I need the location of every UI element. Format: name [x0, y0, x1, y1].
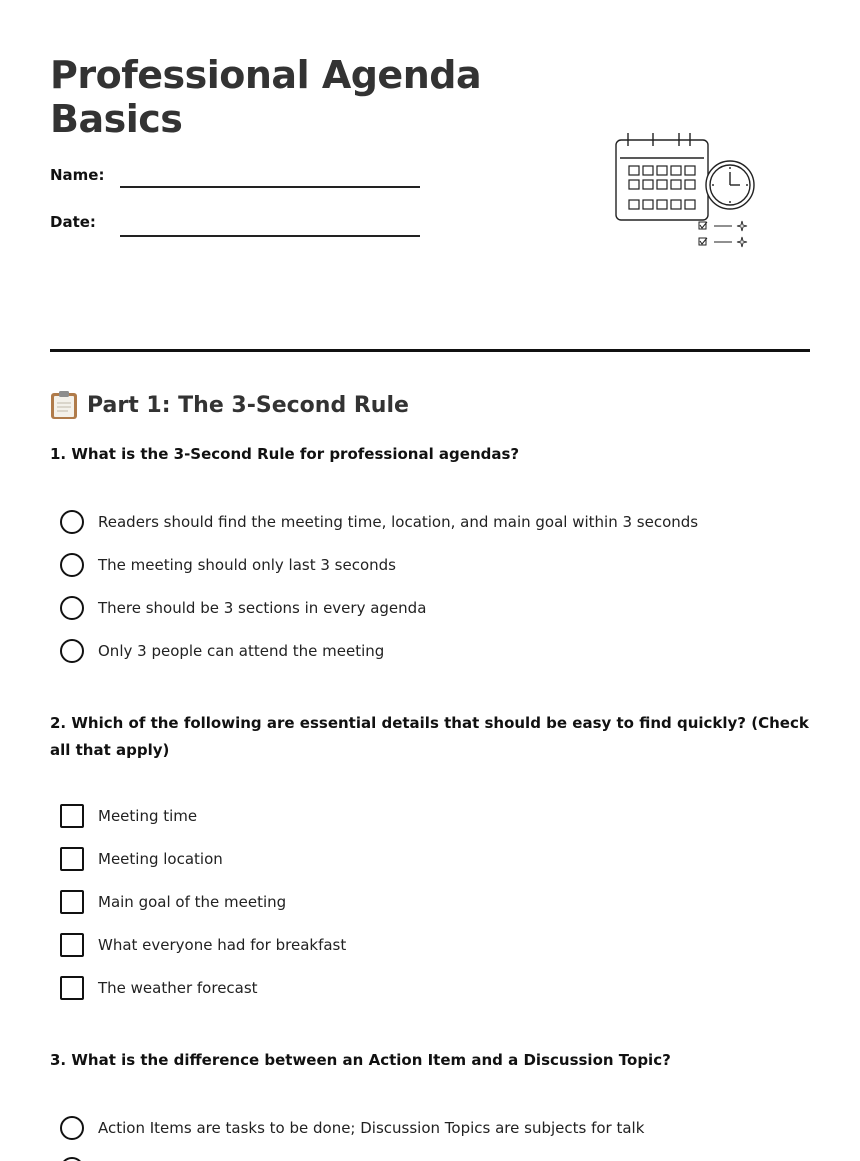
- question-1-text: 1. What is the 3-Second Rule for professional agendas?: [50, 445, 520, 463]
- option-label: Meeting location: [98, 850, 223, 868]
- checkbox[interactable]: [60, 890, 84, 914]
- radio-button[interactable]: [60, 596, 84, 620]
- clipboard-icon: [50, 390, 78, 420]
- date-label: Date:: [50, 213, 96, 231]
- q2-option-3[interactable]: [60, 889, 286, 915]
- option-label: The meeting should only last 3 seconds: [98, 556, 396, 574]
- section-divider: [50, 349, 810, 352]
- option-label: Meeting time: [98, 807, 198, 825]
- worksheet-title: Professional Agenda Basics: [50, 53, 482, 141]
- option-label: There should be 3 sections in every agenda: [98, 599, 427, 617]
- q1-option-4[interactable]: [60, 638, 384, 664]
- q3-option-1[interactable]: [60, 1115, 644, 1141]
- date-blank-line[interactable]: [120, 217, 420, 237]
- name-blank-line[interactable]: [120, 168, 420, 188]
- option-label: Readers should find the meeting time, location, and main goal within 3 seconds: [98, 513, 699, 531]
- checkbox[interactable]: [60, 847, 84, 871]
- option-label: What everyone had for breakfast: [98, 936, 347, 954]
- radio-button[interactable]: [60, 553, 84, 577]
- q1-option-1[interactable]: [60, 509, 698, 535]
- checkbox[interactable]: [60, 933, 84, 957]
- section-1-header: [50, 388, 409, 422]
- question-3-text: 3. What is the difference between an Action Item and a Discussion Topic?: [50, 1051, 671, 1069]
- q1-option-2[interactable]: [60, 552, 396, 578]
- q2-option-5[interactable]: [60, 975, 258, 1001]
- radio-button[interactable]: [60, 1157, 84, 1161]
- q2-option-2[interactable]: [60, 846, 223, 872]
- option-label: The weather forecast: [98, 979, 258, 997]
- radio-button[interactable]: [60, 1116, 84, 1140]
- option-label: Action Items are tasks to be done; Discussion Topics are subjects for talk: [98, 1119, 645, 1137]
- option-label: Main goal of the meeting: [98, 893, 287, 911]
- section-1-title: Part 1: The 3-Second Rule: [87, 392, 409, 418]
- name-label: Name:: [50, 166, 105, 184]
- radio-button[interactable]: [60, 639, 84, 663]
- q1-option-3[interactable]: [60, 595, 426, 621]
- radio-button[interactable]: [60, 510, 84, 534]
- q2-option-4[interactable]: [60, 932, 346, 958]
- q2-option-1[interactable]: [60, 803, 197, 829]
- checkbox[interactable]: [60, 804, 84, 828]
- calendar-clock-checklist-icon: [612, 130, 762, 255]
- option-label: Only 3 people can attend the meeting: [98, 642, 385, 660]
- question-2-text: 2. Which of the following are essential details that should be easy to find quickly? (Check all that apply): [50, 714, 809, 759]
- q3-option-2-partial[interactable]: [60, 1156, 84, 1161]
- checkbox[interactable]: [60, 976, 84, 1000]
